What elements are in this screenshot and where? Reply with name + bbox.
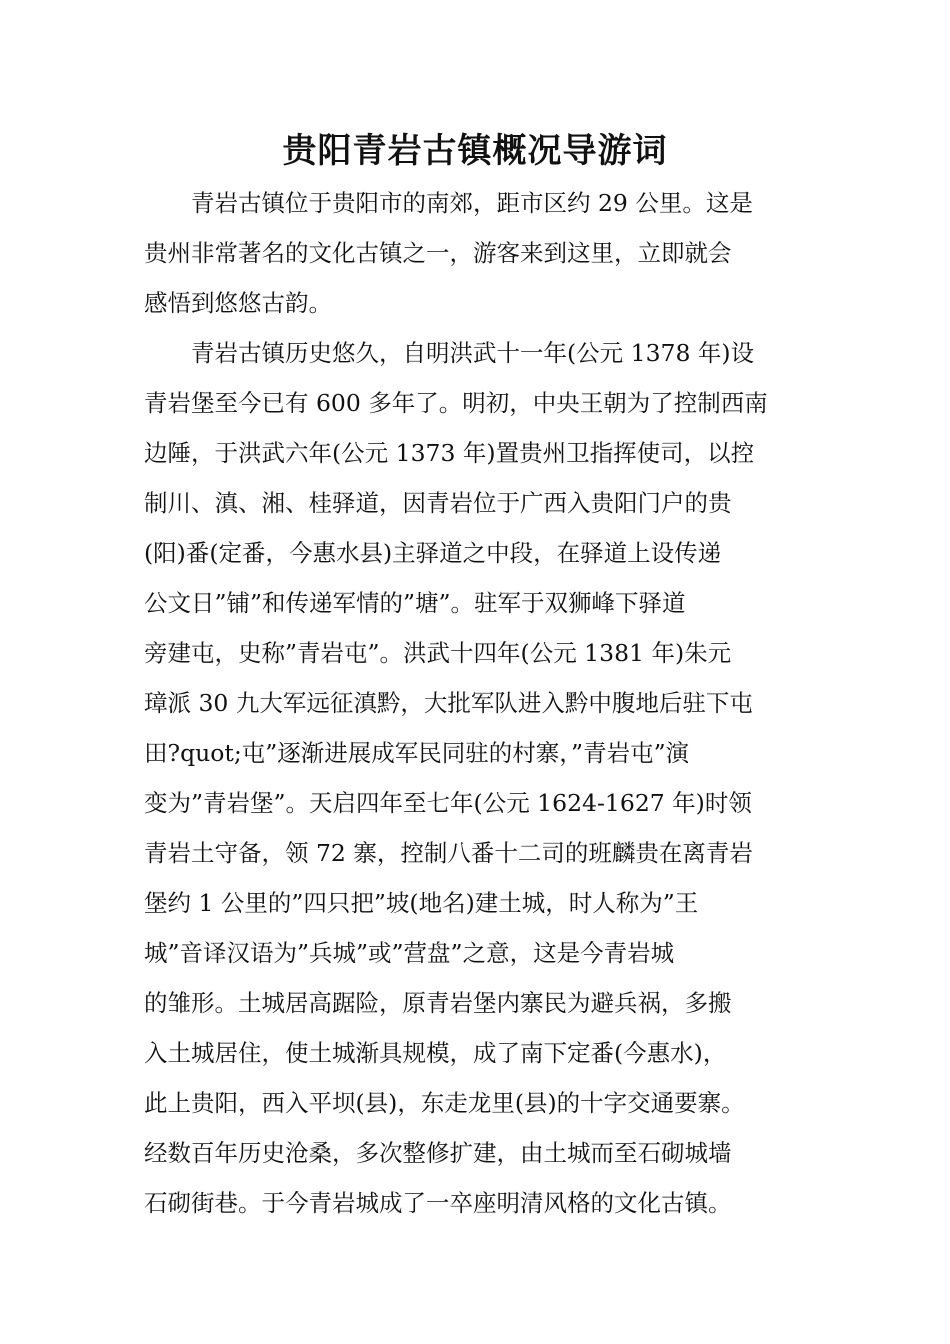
- text-line: 边陲，于洪武六年(公元 1373 年)置贵州卫指挥使司，以控: [144, 439, 755, 467]
- text-line: 入土城居住，使土城渐具规模，成了南下定番(今惠水)，: [144, 1039, 727, 1067]
- document-title: 贵阳青岩古镇概况导游词: [282, 131, 668, 171]
- text-line: 璋派 30 九大军远征滇黔，大批军队进入黔中腹地后驻下屯: [144, 689, 753, 717]
- paragraph-history: [144, 328, 824, 1228]
- text-line: 变为”青岩堡”。天启四年至七年(公元 1624-1627 年)时领: [144, 789, 752, 817]
- text-line: 公文日”铺”和传递军情的”塘”。驻军于双狮峰下驿道: [144, 589, 686, 617]
- text-line: 青岩堡至今已有 600 多年了。明初，中央王朝为了控制西南: [144, 389, 768, 417]
- text-line: 的雏形。土城居高踞险，原青岩堡内寨民为避兵祸，多搬: [144, 989, 732, 1017]
- text-line: 此上贵阳，西入平坝(县)，东走龙里(县)的十字交通要寨。: [144, 1089, 745, 1117]
- text-line: 青岩古镇位于贵阳市的南郊，距市区约 29 公里。这是: [191, 189, 753, 217]
- document-body: [144, 178, 824, 1228]
- text-line: 感悟到悠悠古韵。: [144, 289, 332, 317]
- text-line: 青岩土守备，领 72 寨，控制八番十二司的班麟贵在离青岩: [144, 839, 753, 867]
- text-line: 旁建屯，史称”青岩屯”。洪武十四年(公元 1381 年)朱元: [144, 639, 732, 667]
- text-line: 经数百年历史沧桑，多次整修扩建，由土城而至石砌城墙: [144, 1139, 732, 1167]
- text-line: 城”音译汉语为”兵城”或”营盘”之意，这是今青岩城: [144, 939, 675, 967]
- text-line: (阳)番(定番，今惠水县)主驿道之中段，在驿道上设传递: [144, 539, 722, 567]
- text-line: 制川、滇、湘、桂驿道，因青岩位于广西入贵阳门户的贵: [144, 489, 732, 517]
- text-line: 石砌街巷。于今青岩城成了一卒座明清风格的文化古镇。: [144, 1189, 732, 1217]
- text-line: 贵州非常著名的文化古镇之一，游客来到这里，立即就会: [144, 239, 732, 267]
- text-line: 堡约 1 公里的”四只把”坡(地名)建土城，时人称为”王: [144, 889, 699, 917]
- text-line: 青岩古镇历史悠久，自明洪武十一年(公元 1378 年)设: [191, 339, 755, 367]
- text-line: 田?quot;屯”逐渐进展成军民同驻的村寨，”青岩屯”演: [144, 739, 690, 767]
- paragraph-intro: [144, 178, 824, 328]
